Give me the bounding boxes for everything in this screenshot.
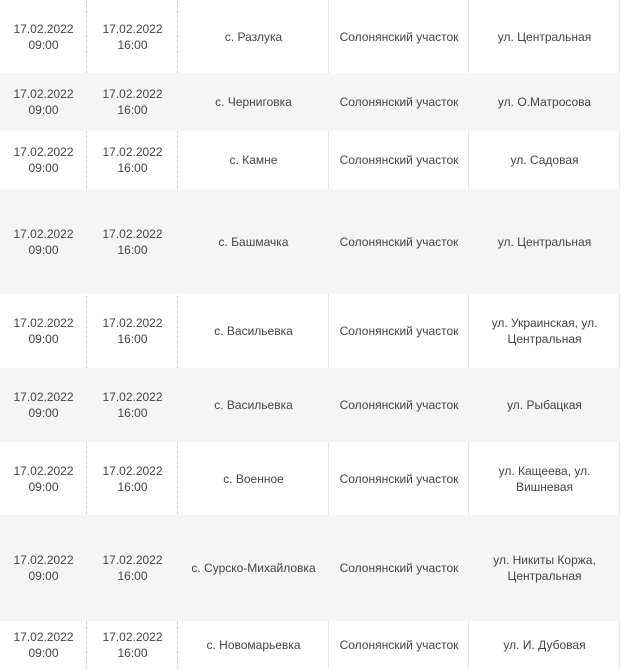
start-date: 17.02.2022	[13, 463, 74, 478]
area-name: Солонянский участок	[339, 561, 459, 575]
street-name: ул. Садовая	[510, 153, 579, 167]
street-cell	[469, 442, 620, 515]
street-name: ул. И. Дубовая	[503, 638, 586, 652]
village-cell	[178, 189, 329, 294]
start-date: 17.02.2022	[13, 390, 74, 404]
end-cell	[87, 621, 178, 669]
village-cell	[178, 294, 329, 368]
table-row	[0, 131, 620, 189]
area-name: Солонянский участок	[339, 95, 459, 109]
area-cell	[329, 515, 469, 621]
start-time: 09:00	[28, 406, 59, 420]
table-row	[0, 621, 620, 669]
start-cell	[0, 131, 87, 189]
start-date: 17.02.2022	[13, 21, 74, 36]
area-name: Солонянский участок	[339, 471, 459, 486]
village-name: с. Черниговка	[215, 95, 292, 109]
start-cell	[0, 73, 87, 131]
table-row	[0, 189, 620, 294]
start-time: 09:00	[28, 479, 59, 494]
start-time: 09:00	[28, 161, 59, 175]
village-name: с. Башмачка	[218, 234, 289, 249]
start-cell	[0, 368, 87, 442]
street-name: ул. О.Матросова	[497, 95, 592, 109]
end-date: 17.02.2022	[102, 390, 163, 404]
start-cell	[0, 515, 87, 621]
start-time: 09:00	[28, 332, 59, 346]
end-time: 16:00	[117, 161, 148, 175]
village-cell	[178, 621, 329, 669]
village-cell	[178, 442, 329, 515]
village-cell	[178, 368, 329, 442]
village-name: с. Новомарьевка	[206, 638, 301, 652]
end-time: 16:00	[117, 569, 148, 583]
end-date: 17.02.2022	[102, 463, 163, 478]
area-cell	[329, 368, 469, 442]
street-name: ул. Украинская, ул. Центральная	[491, 316, 598, 346]
start-time: 09:00	[28, 569, 59, 583]
end-cell	[87, 368, 178, 442]
start-cell	[0, 294, 87, 368]
street-name: ул. Центральная	[497, 29, 592, 44]
table-row	[0, 368, 620, 442]
end-date: 17.02.2022	[102, 21, 163, 36]
street-cell	[469, 0, 620, 73]
village-name: с. Разлука	[224, 29, 283, 44]
area-cell	[329, 294, 469, 368]
street-cell	[469, 368, 620, 442]
end-cell	[87, 131, 178, 189]
table-row	[0, 73, 620, 131]
street-cell	[469, 131, 620, 189]
end-cell	[87, 442, 178, 515]
table-row	[0, 515, 620, 621]
start-cell	[0, 621, 87, 669]
start-date: 17.02.2022	[13, 316, 74, 330]
area-name: Солонянский участок	[339, 153, 459, 167]
village-name: с. Васильевка	[214, 398, 293, 412]
village-cell	[178, 73, 329, 131]
start-date: 17.02.2022	[13, 553, 74, 567]
end-cell	[87, 515, 178, 621]
village-cell	[178, 131, 329, 189]
area-cell	[329, 442, 469, 515]
village-name: с. Васильевка	[214, 324, 293, 338]
street-cell	[469, 515, 620, 621]
area-name: Солонянский участок	[339, 324, 459, 338]
village-name: с. Камне	[229, 153, 278, 167]
end-time: 16:00	[117, 406, 148, 420]
village-name: с. Сурско-Михайловка	[191, 561, 316, 575]
table-row	[0, 294, 620, 368]
start-time: 09:00	[28, 103, 59, 117]
area-cell	[329, 0, 469, 73]
end-time: 16:00	[117, 103, 148, 117]
village-name: с. Военное	[223, 471, 284, 486]
street-cell	[469, 189, 620, 294]
start-time: 09:00	[28, 37, 59, 52]
start-time: 09:00	[28, 242, 59, 257]
end-time: 16:00	[117, 332, 148, 346]
area-name: Солонянский участок	[339, 638, 459, 652]
end-cell	[87, 0, 178, 73]
end-time: 16:00	[117, 242, 148, 257]
end-date: 17.02.2022	[102, 553, 163, 567]
area-name: Солонянский участок	[339, 398, 459, 412]
end-date: 17.02.2022	[102, 630, 163, 644]
area-cell	[329, 189, 469, 294]
start-date: 17.02.2022	[13, 226, 74, 241]
end-time: 16:00	[117, 37, 148, 52]
end-cell	[87, 189, 178, 294]
start-date: 17.02.2022	[13, 145, 74, 159]
start-date: 17.02.2022	[13, 87, 74, 101]
village-cell	[178, 0, 329, 73]
end-cell	[87, 73, 178, 131]
village-cell	[178, 515, 329, 621]
start-cell	[0, 0, 87, 73]
street-name: ул. Никиты Коржа, Центральная	[493, 553, 596, 583]
area-cell	[329, 621, 469, 669]
end-date: 17.02.2022	[102, 316, 163, 330]
start-cell	[0, 189, 87, 294]
street-name: ул. Кащеева, ул. Вишневая	[498, 463, 591, 494]
end-cell	[87, 294, 178, 368]
table-row	[0, 442, 620, 515]
table-row	[0, 0, 620, 73]
area-cell	[329, 131, 469, 189]
start-cell	[0, 442, 87, 515]
street-cell	[469, 621, 620, 669]
end-date: 17.02.2022	[102, 87, 163, 101]
start-date: 17.02.2022	[13, 630, 74, 644]
street-cell	[469, 294, 620, 368]
end-time: 16:00	[117, 646, 148, 660]
end-date: 17.02.2022	[102, 145, 163, 159]
end-date: 17.02.2022	[102, 226, 163, 241]
area-name: Солонянский участок	[339, 29, 459, 44]
area-name: Солонянский участок	[339, 234, 459, 249]
street-name: ул. Рыбацкая	[507, 398, 582, 412]
start-time: 09:00	[28, 646, 59, 660]
street-cell	[469, 73, 620, 131]
end-time: 16:00	[117, 479, 148, 494]
street-name: ул. Центральная	[497, 234, 592, 249]
area-cell	[329, 73, 469, 131]
